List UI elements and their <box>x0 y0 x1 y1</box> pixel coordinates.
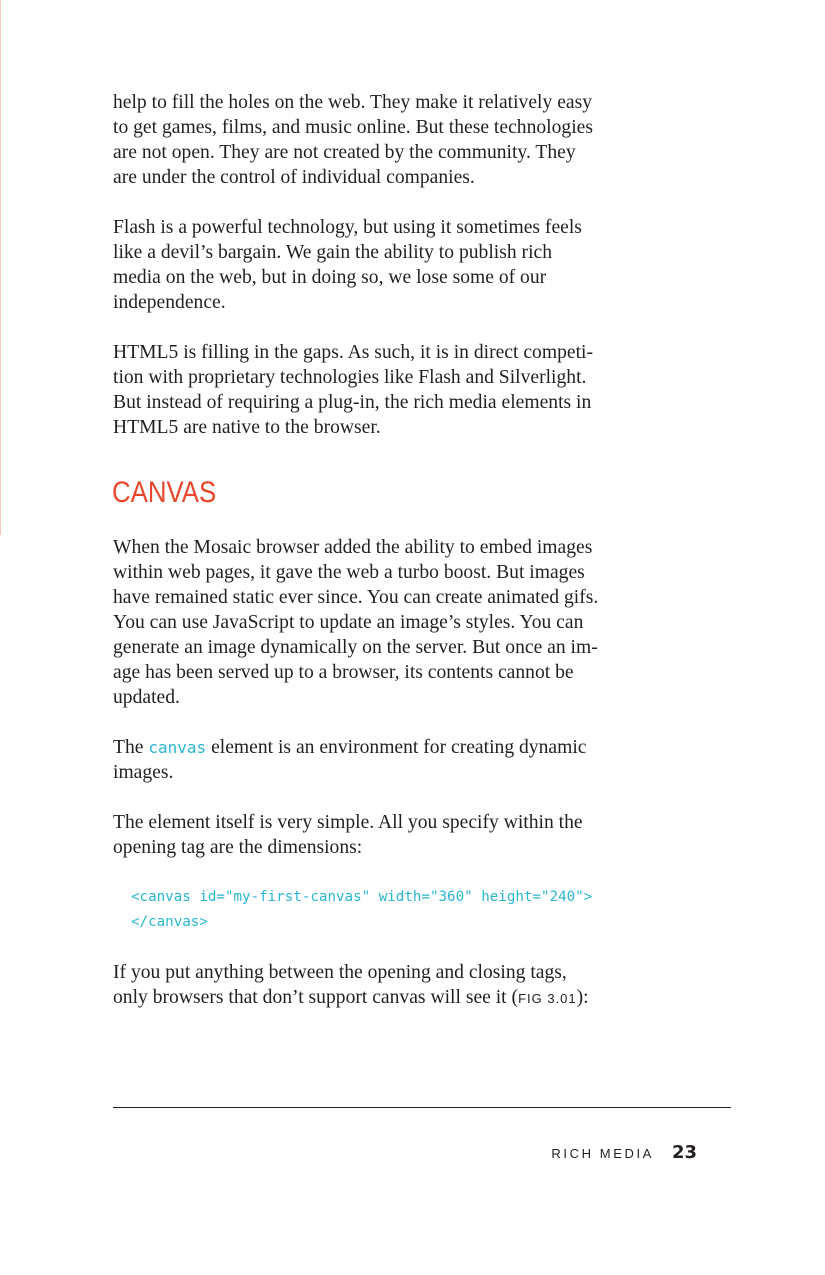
body-paragraph-closing <box>113 960 653 1011</box>
body-paragraph: The element itself is very simple. All you specify within the opening tag are the dimensions: <box>113 812 583 858</box>
section-heading: CANVAS <box>112 476 217 509</box>
paragraph-text: element is an environment for creating dynamic images. <box>113 737 587 783</box>
page-content <box>113 90 653 1036</box>
body-paragraph: HTML5 is filling in the gaps. As such, it is in direct competi- tion with proprietary technologies like Flash and Silverlight. But instead of requiring a plug-in, the rich media elements in HTML5 are native to the browser. <box>113 342 593 438</box>
page-footer <box>551 1142 697 1163</box>
inline-code: canvas <box>148 738 207 757</box>
footer-section-title: RICH MEDIA <box>551 1146 654 1161</box>
body-paragraph-canvas <box>113 735 653 785</box>
body-paragraph: Flash is a powerful technology, but using it sometimes feels like a devil’s bargain. We gain the ability to publish rich media on the web, but in doing so, we lose some of our independence. <box>113 217 582 313</box>
body-paragraph: When the Mosaic browser added the ability to embed images within web pages, it gave the web a turbo boost. But images have remained static ever since. You can create animated gifs. You can use JavaScript to update an image’s styles. You can generate an image dynamically on the server. But once an im- age has been served up to a browser, its contents cannot be updated. <box>113 537 599 708</box>
figure-reference: FIG 3.01 <box>518 991 577 1006</box>
page-edge-mark <box>0 0 1 535</box>
paragraph-text: The <box>113 737 149 758</box>
page-number: 23 <box>671 1142 697 1163</box>
code-block: <canvas id="my-first-canvas" width="360" height="240"> </canvas> <box>131 889 593 930</box>
footer-rule <box>113 1107 731 1108</box>
body-paragraph: help to fill the holes on the web. They make it relatively easy to get games, films, and music online. But these technologies are not open. They are not created by the community. They are under the control of individual companies. <box>113 92 593 188</box>
paragraph-text: ): <box>576 987 589 1008</box>
paragraph-text: If you put anything between the opening and closing tags, only browsers that don’t support canvas will see it ( <box>113 962 567 1008</box>
